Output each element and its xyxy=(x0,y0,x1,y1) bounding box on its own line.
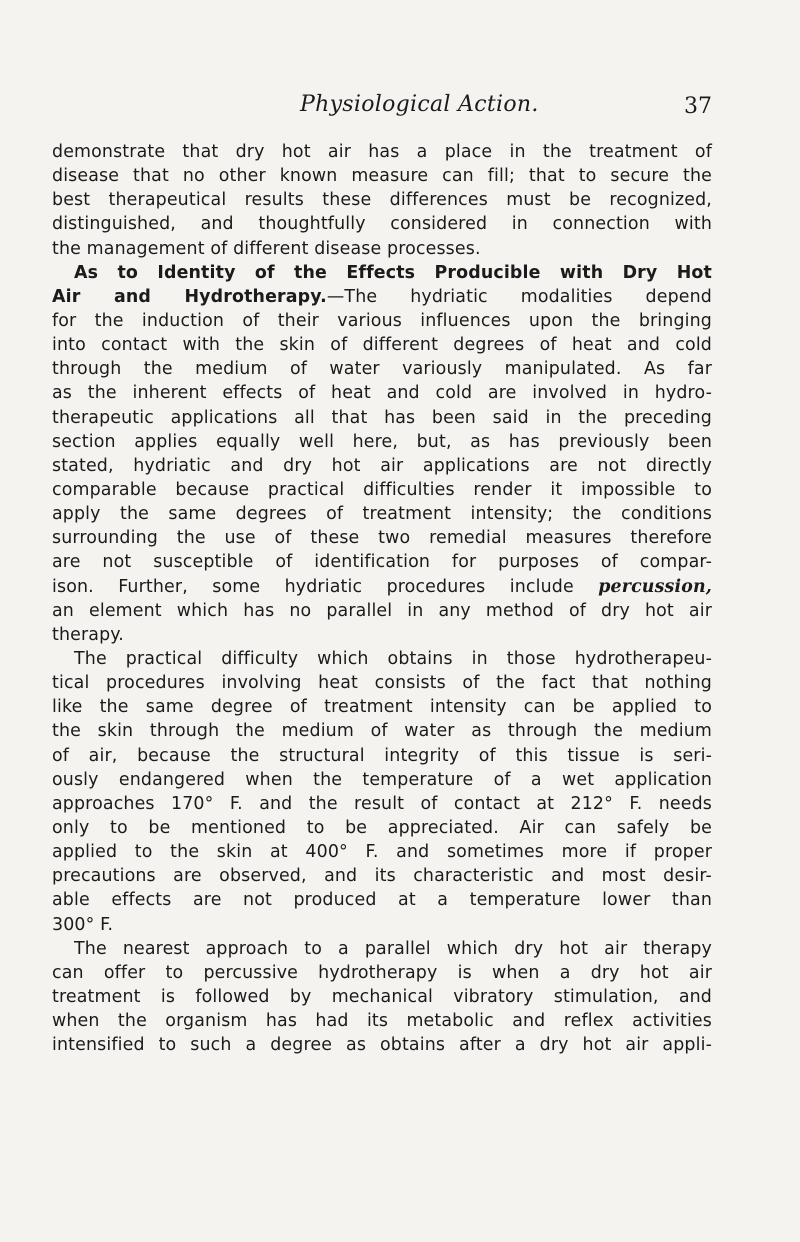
text-line: demonstrate that dry hot air has a place in the treatment of xyxy=(52,142,712,162)
section-heading-bold: Air and Hydrotherapy. xyxy=(52,286,327,307)
text-line: when the organism has had its metabolic and reflex activities xyxy=(52,1011,712,1032)
text-line: therapeutic applications all that has been said in the preceding xyxy=(52,407,712,428)
text-line: can offer to percussive hydrotherapy is when a dry hot air xyxy=(52,962,712,983)
text-line: for the induction of their various influences upon the bringing xyxy=(52,310,712,331)
emphasis-word: percussion, xyxy=(598,576,712,597)
text-line: of air, because the structural integrity of this tissue is seri- xyxy=(52,745,712,766)
text-line: are not susceptible of identification for purposes of compar- xyxy=(52,552,712,573)
text-line: treatment is followed by mechanical vibratory stimulation, and xyxy=(52,986,712,1007)
text-line: surrounding the use of these two remedial measures therefore xyxy=(52,528,712,549)
text-line xyxy=(52,285,712,309)
text-line xyxy=(52,575,712,599)
text-line: precautions are observed, and its characteristic and most desir- xyxy=(52,866,712,887)
text-line: able effects are not produced at a temperature lower than xyxy=(52,890,712,911)
running-title: Physiological Action. xyxy=(300,92,539,117)
section-heading-line: As to Identity of the Effects Producible with Dry Hot xyxy=(74,262,712,283)
text-line: apply the same degrees of treatment intensity; the conditions xyxy=(52,504,712,525)
text-line: intensified to such a degree as obtains after a dry hot air appli- xyxy=(52,1035,712,1056)
text-line: the management of different disease processes. xyxy=(52,238,481,259)
text-line: only to be mentioned to be appreciated. Air can safely be xyxy=(52,817,712,838)
text-line: best therapeutical results these differences must be recognized, xyxy=(52,190,712,211)
running-head xyxy=(300,92,720,132)
text-line: an element which has no parallel in any method of dry hot air xyxy=(52,600,712,621)
text-line: like the same degree of treatment intensity can be applied to xyxy=(52,697,712,718)
page-number: 37 xyxy=(684,94,712,119)
text-line: into contact with the skin of different degrees of heat and cold xyxy=(52,335,712,356)
text-line: ously endangered when the temperature of a wet application xyxy=(52,769,712,790)
text-line: therapy. xyxy=(52,624,124,645)
text-line: tical procedures involving heat consists of the fact that nothing xyxy=(52,673,712,694)
heading-continuation: —The hydriatic modalities depend xyxy=(326,286,712,307)
text-line: section applies equally well here, but, as has previously been xyxy=(52,431,712,452)
text-line: disease that no other known measure can fill; that to secure the xyxy=(52,166,712,187)
line-text: ison. Further, some hydriatic procedures include xyxy=(52,576,574,597)
text-line: distinguished, and thoughtfully considered in connection with xyxy=(52,214,712,235)
text-line: through the medium of water variously manipulated. As far xyxy=(52,359,712,380)
text-line: stated, hydriatic and dry hot air applications are not directly xyxy=(52,455,712,476)
text-line: 300° F. xyxy=(52,914,114,935)
text-line: comparable because practical difficulties render it impossible to xyxy=(52,479,712,500)
text-line: The practical difficulty which obtains in those hydrotherapeu- xyxy=(74,648,712,669)
text-line: the skin through the medium of water as through the medium xyxy=(52,721,712,742)
text-line: as the inherent effects of heat and cold are involved in hydro- xyxy=(52,383,712,404)
body-text xyxy=(52,140,712,1057)
text-line: approaches 170° F. and the result of contact at 212° F. needs xyxy=(52,793,712,814)
text-line: The nearest approach to a parallel which dry hot air therapy xyxy=(74,938,712,959)
text-line: applied to the skin at 400° F. and sometimes more if proper xyxy=(52,842,712,863)
